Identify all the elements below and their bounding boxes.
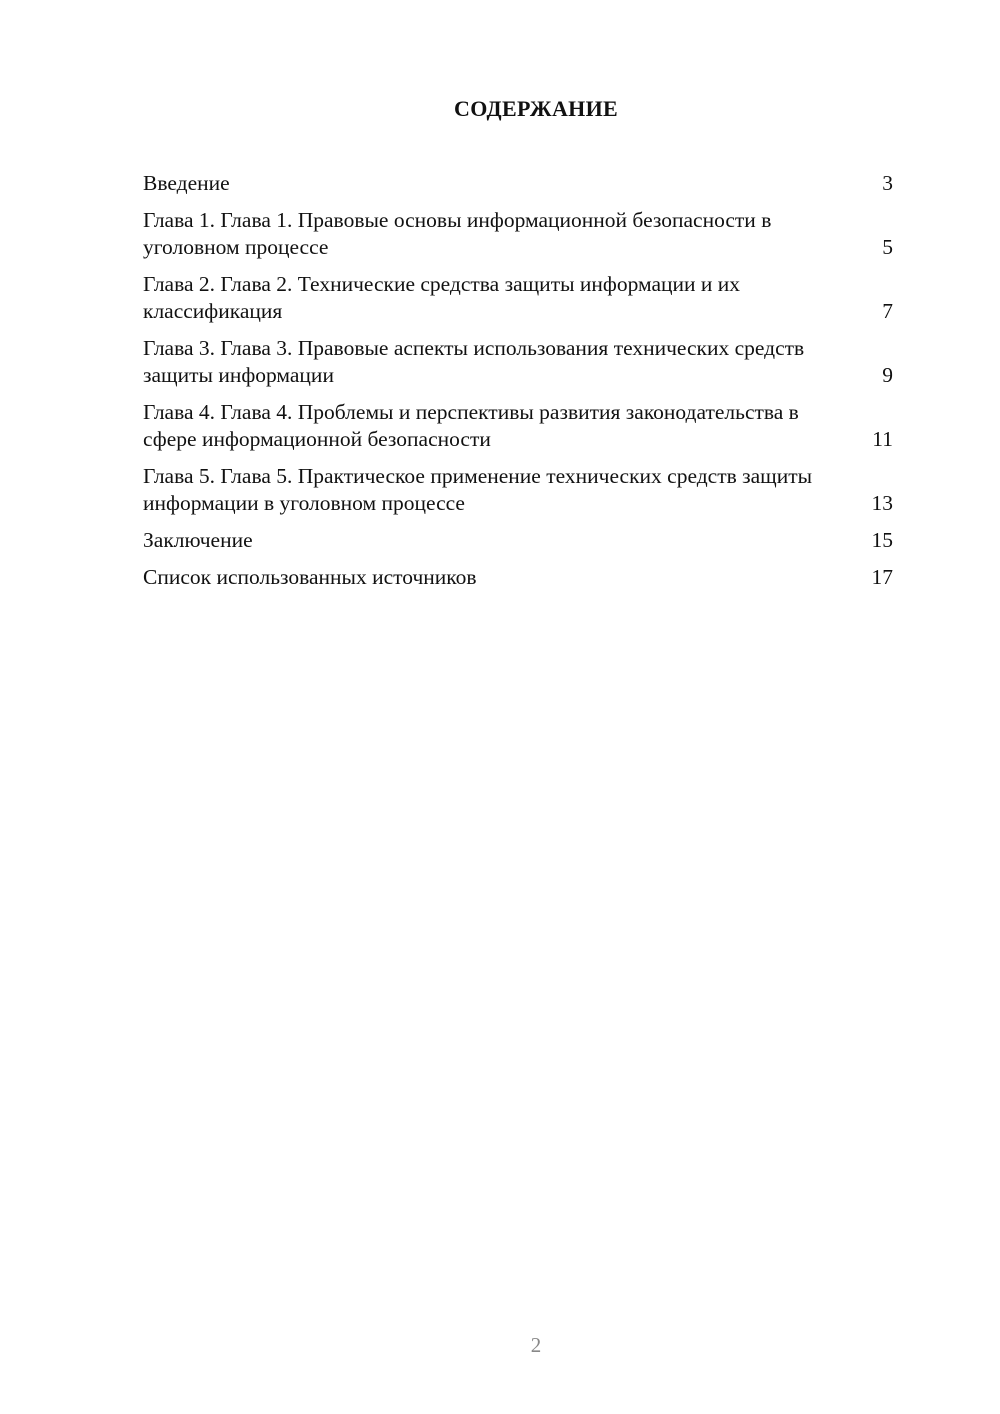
page-title: СОДЕРЖАНИЕ bbox=[454, 96, 618, 121]
toc-entry-page: 3 bbox=[882, 171, 893, 195]
toc-entry-text: Глава 1. Глава 1. Правовые основы информационной безопасности в уголовном процессе bbox=[143, 208, 772, 259]
toc-entry-chapter-3[interactable] bbox=[143, 335, 918, 389]
toc-entry-text: Глава 4. Глава 4. Проблемы и перспективы развития законодательства в сфере информационной безопасности bbox=[143, 400, 799, 451]
toc-entry-text: Заключение bbox=[143, 528, 253, 552]
toc-entry-text: Список использованных источников bbox=[143, 565, 477, 589]
toc-entry-chapter-5[interactable] bbox=[143, 463, 918, 517]
toc-entry-text: Глава 2. Глава 2. Технические средства защиты информации и их классификация bbox=[143, 272, 741, 323]
toc-entry-text: Введение bbox=[143, 171, 230, 195]
toc-entry-introduction[interactable] bbox=[143, 170, 918, 197]
table-of-contents bbox=[143, 170, 918, 601]
toc-entry-chapter-4[interactable] bbox=[143, 399, 918, 453]
toc-entry-text: Глава 5. Глава 5. Практическое применение технических средств защиты информации в уголовном процессе bbox=[143, 464, 813, 515]
toc-entry-references[interactable] bbox=[143, 564, 918, 591]
toc-entry-page: 9 bbox=[882, 363, 893, 387]
toc-entry-chapter-2[interactable] bbox=[143, 271, 918, 325]
toc-entry-text: Глава 3. Глава 3. Правовые аспекты использования технических средств защиты информации bbox=[143, 336, 805, 387]
page-number: 2 bbox=[530, 1333, 542, 1357]
toc-entry-page: 17 bbox=[871, 565, 893, 589]
toc-entry-page: 13 bbox=[871, 491, 893, 515]
toc-entry-chapter-1[interactable] bbox=[143, 207, 918, 261]
toc-entry-page: 7 bbox=[882, 299, 893, 323]
toc-entry-page: 5 bbox=[882, 235, 893, 259]
toc-entry-conclusion[interactable] bbox=[143, 527, 918, 554]
toc-entry-page: 15 bbox=[871, 528, 893, 552]
toc-entry-page: 11 bbox=[872, 427, 893, 451]
